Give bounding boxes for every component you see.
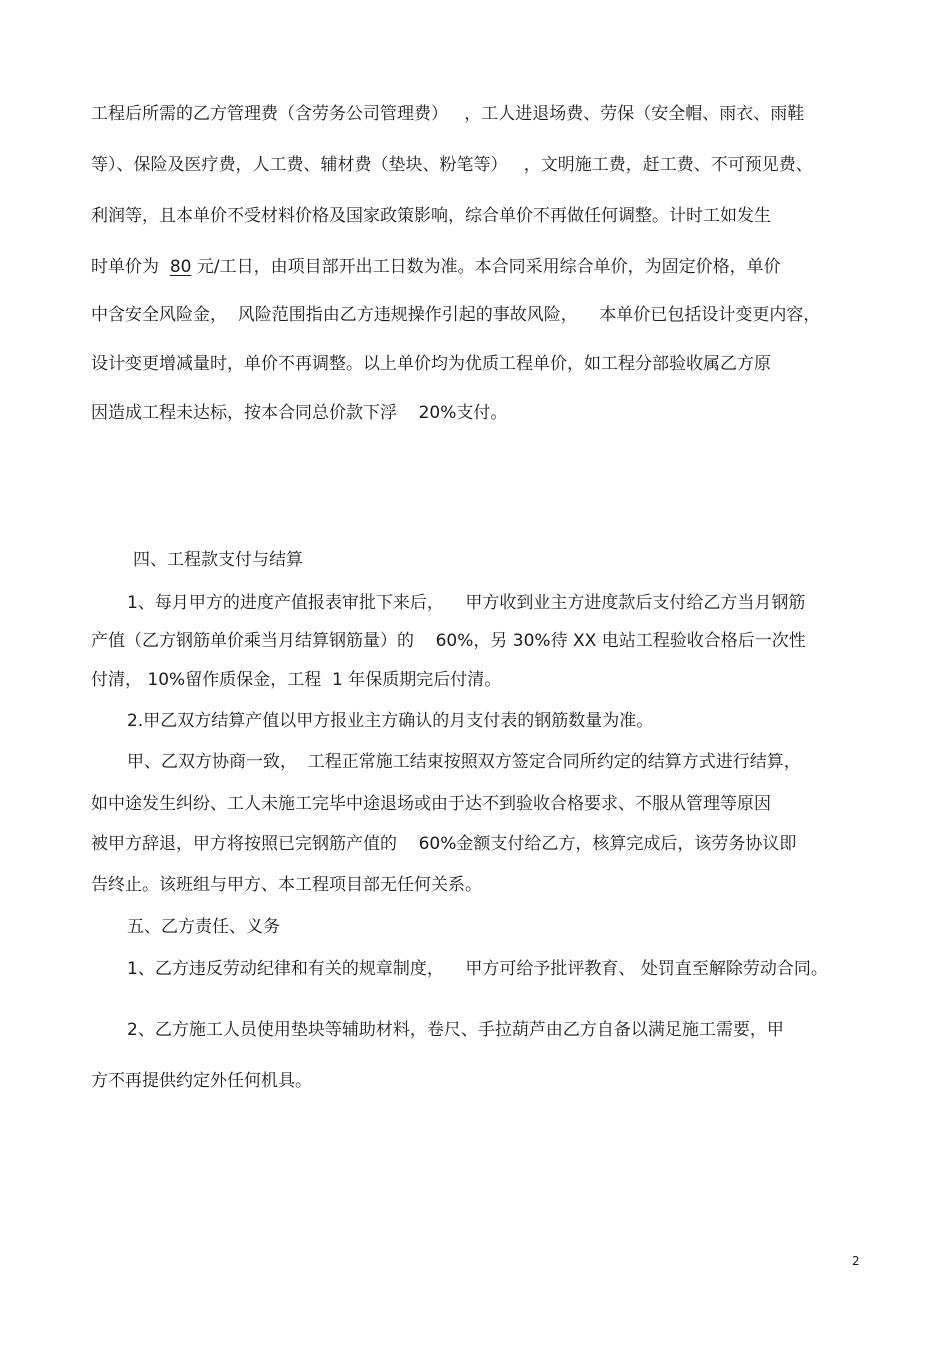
hourly-rate-value: 80 xyxy=(169,257,192,277)
pricing-line-6: 设计变更增减量时，单价不再调整。以上单价均为优质工程单价，如工程分部验收属乙方原 xyxy=(91,354,771,374)
section-5-item-2-line-2: 方不再提供约定外任何机具。 xyxy=(91,1071,312,1091)
pricing-line-4-start: 时单价为 xyxy=(91,257,170,277)
section-5-heading: 五、乙方责任、义务 xyxy=(127,917,280,937)
section-5-item-2-line-1: 2、乙方施工人员使用垫块等辅助材料，卷尺、手拉葫芦由乙方自备以满足施工需要，甲 xyxy=(127,1020,784,1040)
section-4-para-line-4: 告终止。该班组与甲方、本工程项目部无任何关系。 xyxy=(91,875,482,895)
section-4-item-1-line-1: 1、每月甲方的进度产值报表审批下来后， 甲方收到业主方进度款后支付给乙方当月钢筋 xyxy=(127,593,806,613)
pricing-line-4-end: 元/工日，由项目部开出工日数为准。本合同采用综合单价，为固定价格，单价 xyxy=(191,257,781,277)
section-4-para-line-3: 被甲方辞退，甲方将按照已完钢筋产值的 60%金额支付给乙方，核算完成后，该劳务协议即 xyxy=(91,834,797,854)
pricing-line-7: 因造成工程未达标，按本合同总价款下浮 20%支付。 xyxy=(91,403,508,423)
pricing-line-1: 工程后所需的乙方管理费（含劳务公司管理费） ，工人进退场费、劳保（安全帽、雨衣、雨鞋 xyxy=(91,104,805,124)
section-4-para-line-2: 如中途发生纠纷、工人未施工完毕中途退场或由于达不到验收合格要求、不服从管理等原因 xyxy=(91,794,771,814)
section-4-para-line-1: 甲、乙双方协商一致， 工程正常施工结束按照双方签定合同所约定的结算方式进行结算， xyxy=(127,752,801,772)
pricing-line-4 xyxy=(91,256,781,278)
section-4-heading: 四、工程款支付与结算 xyxy=(133,550,303,570)
pricing-line-5: 中含安全风险金， 风险范围指由乙方违规操作引起的事故风险， 本单价已包括设计变更内容， xyxy=(91,305,821,325)
section-5-item-1: 1、乙方违反劳动纪律和有关的规章制度， 甲方可给予批评教育、 处罚直至解除劳动合同。 xyxy=(127,959,828,979)
section-4-item-2: 2.甲乙双方结算产值以甲方报业主方确认的月支付表的钢筋数量为准。 xyxy=(127,711,654,731)
pricing-line-3: 利润等，且本单价不受材料价格及国家政策影响，综合单价不再做任何调整。计时工如发生 xyxy=(91,206,771,226)
pricing-line-2: 等）、保险及医疗费，人工费、辅材费（垫块、粉笔等） ，文明施工费，赶工费、不可预见费、 xyxy=(91,155,813,175)
section-4-item-1-line-2: 产值（乙方钢筋单价乘当月结算钢筋量）的 60%，另 30%待 XX 电站工程验收合格后一次性 xyxy=(91,631,806,651)
page-number: 2 xyxy=(852,1254,860,1268)
section-4-item-1-line-3: 付清， 10%留作质保金，工程 1 年保质期完后付清。 xyxy=(91,670,502,690)
